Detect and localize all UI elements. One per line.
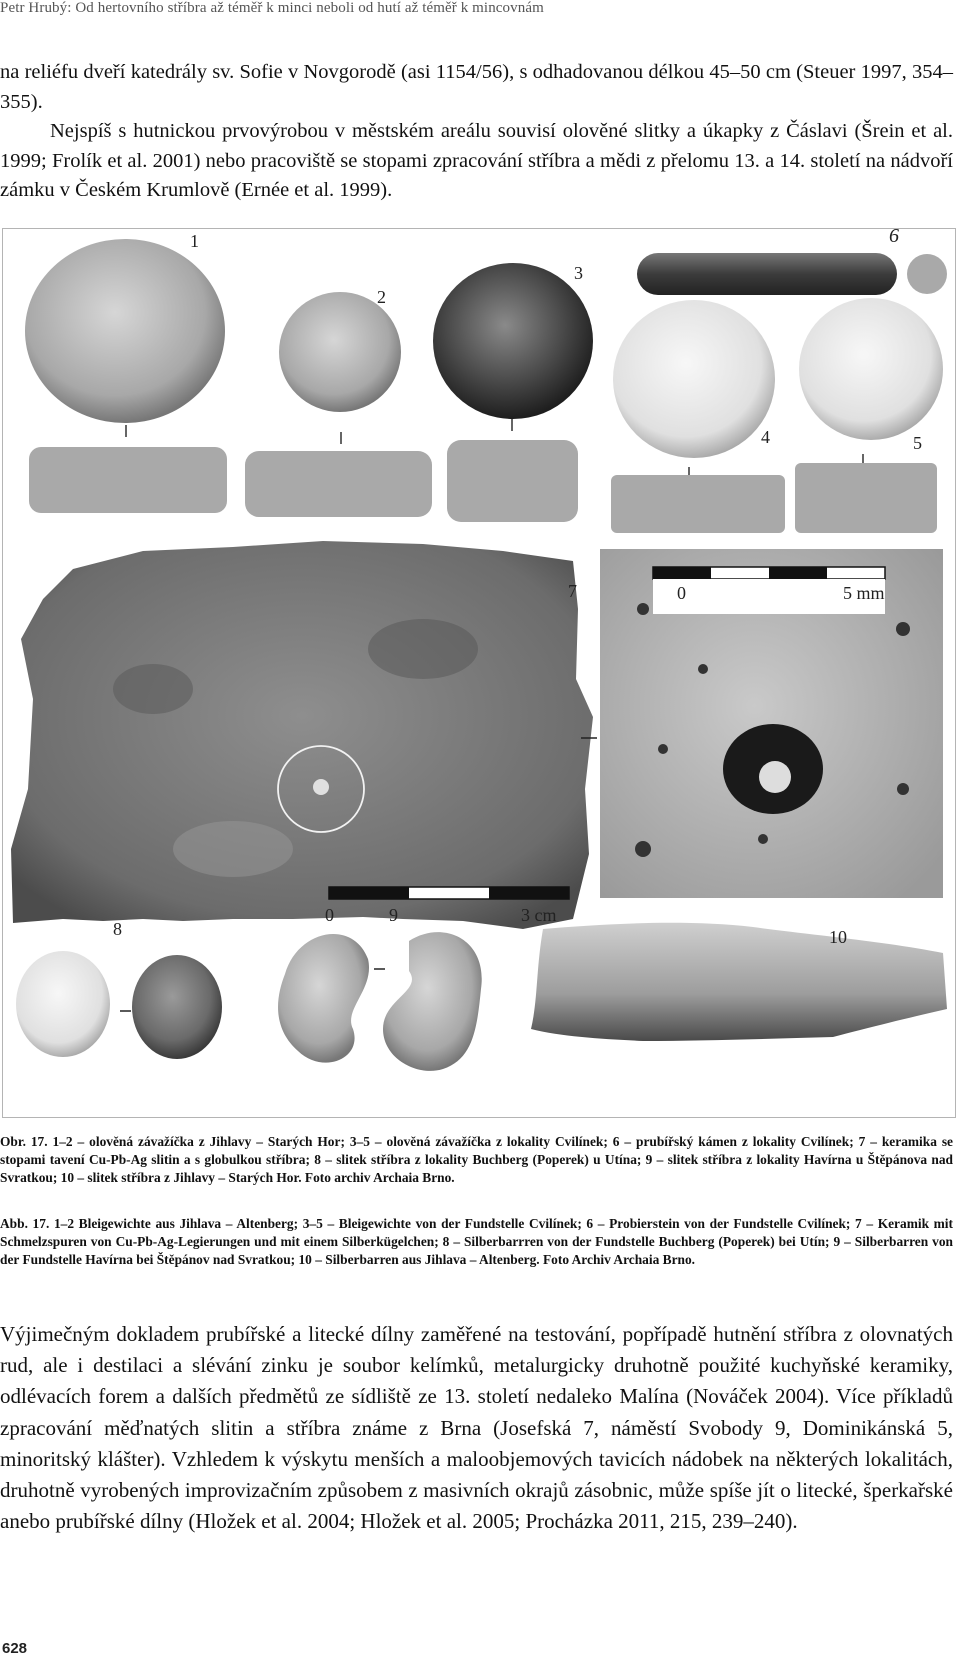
figure-caption-czech: Obr. 17. 1–2 – olověná závažíčka z Jihlavy – Starých Hor; 3–5 – olověná závažíčka z lokality Cvilínek; 6 – prubířský kámen z lokality Cvilínek; 7 – keramika se stopami tavení Cu-Pb-Ag slitin a s globulkou stříbra; 8 – slitek stříbra z lokality Buchberg (Poperek) u Utína; 9 – slitek stříbra z lokality Havírna u Štěpánova nad Svratkou; 10 – slitek stříbra z Jihlavy – Starých Hor. Foto archiv Archaia Brno. [0,1134,953,1186]
label-7: 7 [568,581,577,601]
intro-paragraph [0,58,953,206]
label-5: 5 [913,433,922,453]
silver-ingot-8a [16,951,110,1057]
figure-caption-german: Abb. 17. 1–2 Bleigewichte aus Jihlava – Altenberg; 3–5 – Bleigewichte von der Fundstelle Cvilínek; 6 – Probierstein von der Fundstelle Cvilínek; 7 – Keramik mit Schmelzspuren von Cu-Pb-Ag-Legierungen und mit einem Silberkügelchen; 8 – Silberbarrren von der Fundstelle Buchberg (Poperek) bei Utín; 9 – Silberbarren von der Fundstelle Havírna bei Štěpánov nad Svratkou; 10 – Silberbarren aus Jihlava – Altenberg. Foto Archiv Archaia Brno. [0,1216,953,1268]
weight-2-profile [245,451,432,517]
scale-5mm-end: 5 mm [843,583,885,603]
scale-bar-3cm [329,887,569,899]
touchstone-photo [637,253,897,295]
ceramic-sherd-photo [11,541,593,929]
touchstone-section [907,254,947,294]
weight-4-photo [613,300,775,458]
silver-ingot-10 [531,923,947,1041]
weight-5-photo [799,298,943,440]
silver-ingot-9b [383,932,482,1071]
scale-3cm-end: 3 cm [521,905,557,925]
page-number: 628 [2,1640,28,1657]
label-8: 8 [113,919,122,939]
weight-1-profile [29,447,227,513]
weight-2-photo [279,292,401,412]
weight-1-photo [25,239,225,423]
label-3: 3 [574,263,583,283]
scale-3cm-zero: 0 [325,905,334,925]
label-1: 1 [190,231,199,251]
weight-4-profile [611,475,785,533]
intro-line-2: Nejspíš s hutnickou prvovýrobou v městském areálu souvisí olověné slitky a úkapky z Čáslavi (Šrein et al. 1999; Frolík et al. 2001) nebo pracoviště se stopami zpracování stříbra a mědi z přelomu 13. a 14. století na nádvoří zámku v Českém Krumlově (Ernée et al. 1999). [0,120,953,201]
figure-photographs [3,229,956,1118]
intro-line-1: na reliéfu dveří katedrály sv. Sofie v Novgorodě (asi 1154/56), s odhadovanou délkou 45–50 cm (Steuer 1997, 354–355). [0,61,953,113]
label-2: 2 [377,287,386,307]
silver-ingot-8b [132,955,222,1059]
label-9: 9 [389,905,398,925]
label-4: 4 [761,427,770,447]
label-6: 6 [889,228,899,247]
running-head: Petr Hrubý: Od hertovního stříbra až téměř k minci neboli od hutí až téměř k mincovnám [0,0,544,16]
silver-ingot-9a [278,934,369,1063]
weight-3-profile [447,440,578,522]
label-10: 10 [829,927,847,947]
weight-3-photo [433,263,593,419]
weight-5-profile [795,463,937,533]
scale-5mm-zero: 0 [677,583,686,603]
body-paragraph: Výjimečným dokladem prubířské a litecké dílny zaměřené na testování, popřípadě hutnění stříbra z olovnatých rud, ale i destilaci a slévání zinku je soubor kelímků, metalurgicky druhotně použité kuchyňské keramiky, odlévacích forem a dalších předmětů ze sídliště ze 13. století nedaleko Malína (Nováček 2004). Více příkladů zpracování měďnatých slitin a stříbra známe z Brna (Josefská 7, náměstí Svobody 9, Dominikánská 5, minoritský klášter). Vzhledem k výskytu menších a maloobjemových tavicích nádobek na některých lokalitách, druhotně vyrobených improvizačním způsobem z masivních okrajů zásobnic, může spíše jít o litecké, šperkařské anebo prubířské dílny (Hložek et al. 2004; Hložek et al. 2005; Procházka 2011, 215, 239–240). [0,1322,953,1534]
figure-17 [2,228,956,1118]
